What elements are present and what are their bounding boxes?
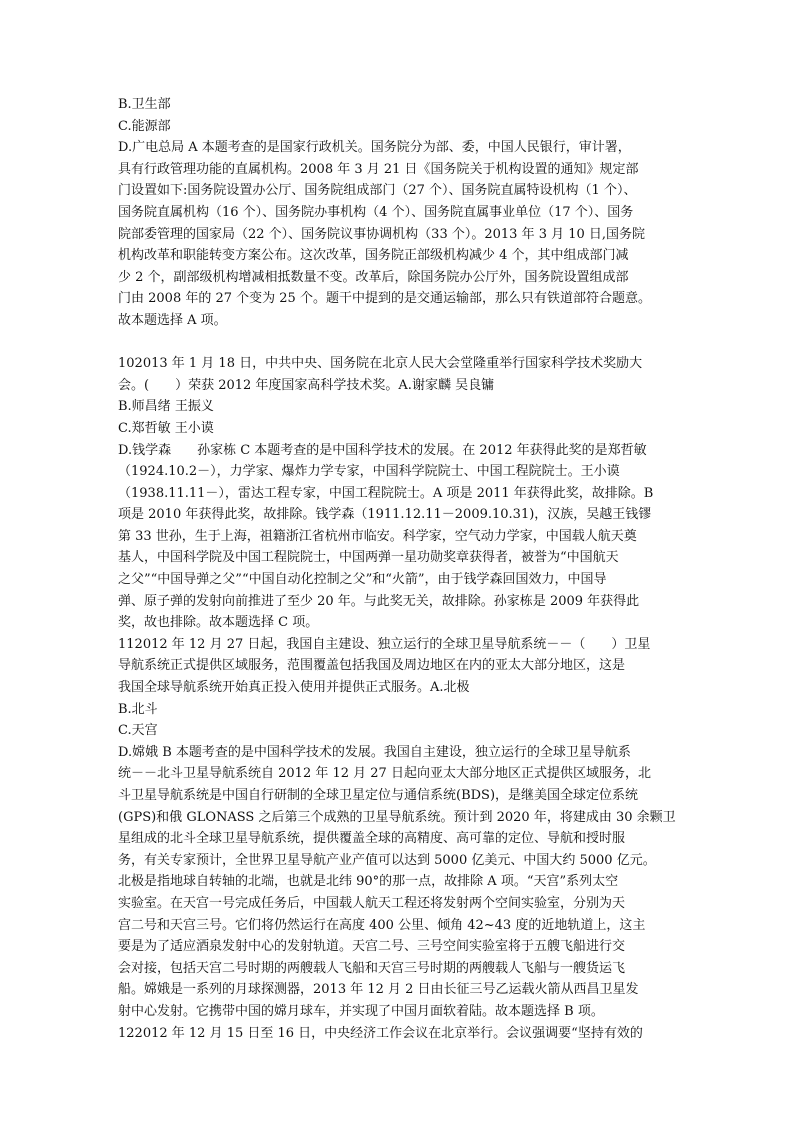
text-line: 船。嫦娥是一系列的月球探测器，2013 年 12 月 2 日由长征三号乙运载火箭从西昌卫星发 — [118, 982, 639, 998]
text-line: D.钱学森 孙家栋 C 本题考查的是中国科学技术的发展。在 2012 年获得此奖的是郑哲敏 — [118, 442, 647, 458]
text-line: 射中心发射。它携带中国的嫦月球车，并实现了中国月面软着陆。故本题选择 B 项。 — [118, 1003, 604, 1019]
text-line: 院部委管理的国家局（22 个）、国务院议事协调机构（33 个）。2013 年 3 月 10 日,国务院 — [118, 226, 646, 242]
text-line: 门设置如下:国务院设置办公厅、国务院组成部门（27 个）、国务院直属特设机构（1 个）、 — [118, 183, 637, 199]
text-line: B.师昌绪 王振义 — [118, 399, 214, 415]
text-line: 会对接，包括天宫二号时期的两艘载人飞船和天宫三号时期的两艘载人飞船与一艘货运飞 — [118, 960, 626, 976]
text-line: 基人，中国科学院及中国工程院院士，中国两弹一星功勋奖章获得者，被誉为“中国航天 — [118, 550, 619, 566]
text-line: (GPS)和俄 GLONASS 之后第三个成熟的卫星导航系统。预计到 2020 年，将建成由 30 余颗卫 — [118, 809, 676, 825]
text-line: 星组成的北斗全球卫星导航系统，提供覆盖全球的高精度、高可靠的定位、导航和授时服 — [118, 831, 626, 847]
text-line: 机构改革和职能转变方案公布。这次改革，国务院正部级机构减少 4 个，其中组成部门减 — [118, 248, 629, 264]
text-line: 112012 年 12 月 27 日起，我国自主建设、独立运行的全球卫星导航系统－－（ ）卫星 — [118, 636, 651, 652]
text-line: 102013 年 1 月 18 日，中共中央、国务院在北京人民大会堂隆重举行国家科学技术奖励大 — [118, 356, 643, 372]
text-line: C.天宫 — [118, 723, 158, 739]
text-line: B.北斗 — [118, 701, 158, 717]
text-line: （1938.11.11－），雷达工程专家，中国工程院院士。A 项是 2011 年获得此奖，故排除。B — [118, 485, 654, 501]
document-body — [118, 94, 678, 1044]
text-line: 要是为了适应酒泉发射中心的发射轨道。天宫二号、三号空间实验室将于五艘飞船进行交 — [118, 939, 626, 955]
text-line: 我国全球导航系统开始真正投入使用并提供正式服务。A.北极 — [118, 680, 470, 696]
text-line: 统－－北斗卫星导航系统自 2012 年 12 月 27 日起向亚太大部分地区正式提供区域服务，北 — [118, 766, 651, 782]
text-line: 宫二号和天宫三号。它们将仍然运行在高度 400 公里、倾角 42~43 度的近地轨道上，这主 — [118, 917, 646, 933]
text-line: 项是 2010 年获得此奖，故排除。钱学森（1911.12.11－2009.10.31)，汉族，吴越王钱镠 — [118, 507, 652, 523]
text-line: 具有行政管理功能的直属机构。2008 年 3 月 21 日《国务院关于机构设置的通知》规定部 — [118, 161, 639, 177]
text-line: 会。( ）荣获 2012 年度国家高科学技术奖。A.谢家麟 吴良镛 — [118, 377, 495, 393]
text-line: 之父”“中国导弹之父”“中国自动化控制之父”和“火箭”，由于钱学森回国效力，中国导 — [118, 572, 607, 588]
text-line: C.能源部 — [118, 118, 171, 134]
text-line: 导航系统正式提供区域服务，范围覆盖包括我国及周边地区在内的亚太大部分地区，这是 — [118, 658, 626, 674]
text-line: 国务院直属机构（16 个）、国务院办事机构（4 个）、国务院直属事业单位（17 个）、国务 — [118, 204, 634, 220]
text-line: B.卫生部 — [118, 97, 171, 112]
text-line: 122012 年 12 月 15 日至 16 日，中央经济工作会议在北京举行。会议强调要“坚持有效的 — [118, 1025, 643, 1041]
text-line: 实验室。在天宫一号完成任务后，中国载人航天工程还将发射两个空间实验室，分别为天 — [118, 895, 626, 911]
text-line: 第 33 世孙，生于上海，祖籍浙江省杭州市临安。科学家，空气动力学家，中国载人航天奠 — [118, 528, 637, 544]
text-line: 斗卫星导航系统是中国自行研制的全球卫星定位与通信系统(BDS)，是继美国全球定位系统 — [118, 788, 639, 803]
text-line: 奖，故也排除。故本题选择 C 项。 — [118, 615, 319, 631]
text-line: C.郑哲敏 王小谟 — [118, 420, 214, 436]
text-line: （1924.10.2－），力学家、爆炸力学专家，中国科学院院士、中国工程院院士。王小谟 — [118, 464, 620, 480]
text-line: 北极是指地球自转轴的北端，也就是北纬 90°的那一点，故排除 A 项。“天宫”系列太空 — [118, 874, 619, 890]
text-line: 故本题选择 A 项。 — [118, 312, 227, 328]
blank-line — [118, 332, 678, 354]
text-line: D.广电总局 A 本题考查的是国家行政机关。国务院分为部、委，中国人民银行，审计署， — [118, 140, 631, 156]
text-line: 务，有关专家预计，全世界卫星导航产业产值可以达到 5000 亿美元、中国大约 5000 亿元。 — [118, 852, 656, 868]
text-line: 弹、原子弹的发射向前推进了至少 20 年。与此奖无关，故排除。孙家栋是 2009 年获得此 — [118, 593, 640, 609]
text-line: 门由 2008 年的 27 个变为 25 个。题干中提到的是交通运输部，那么只有铁道部符合题意。 — [118, 291, 651, 307]
text-line: 少 2 个，副部级机构增减相抵数量不变。改革后，除国务院办公厅外，国务院设置组成部 — [118, 269, 629, 285]
text-line: D.嫦娥 B 本题考查的是中国科学技术的发展。我国自主建设，独立运行的全球卫星导航系 — [118, 744, 631, 760]
